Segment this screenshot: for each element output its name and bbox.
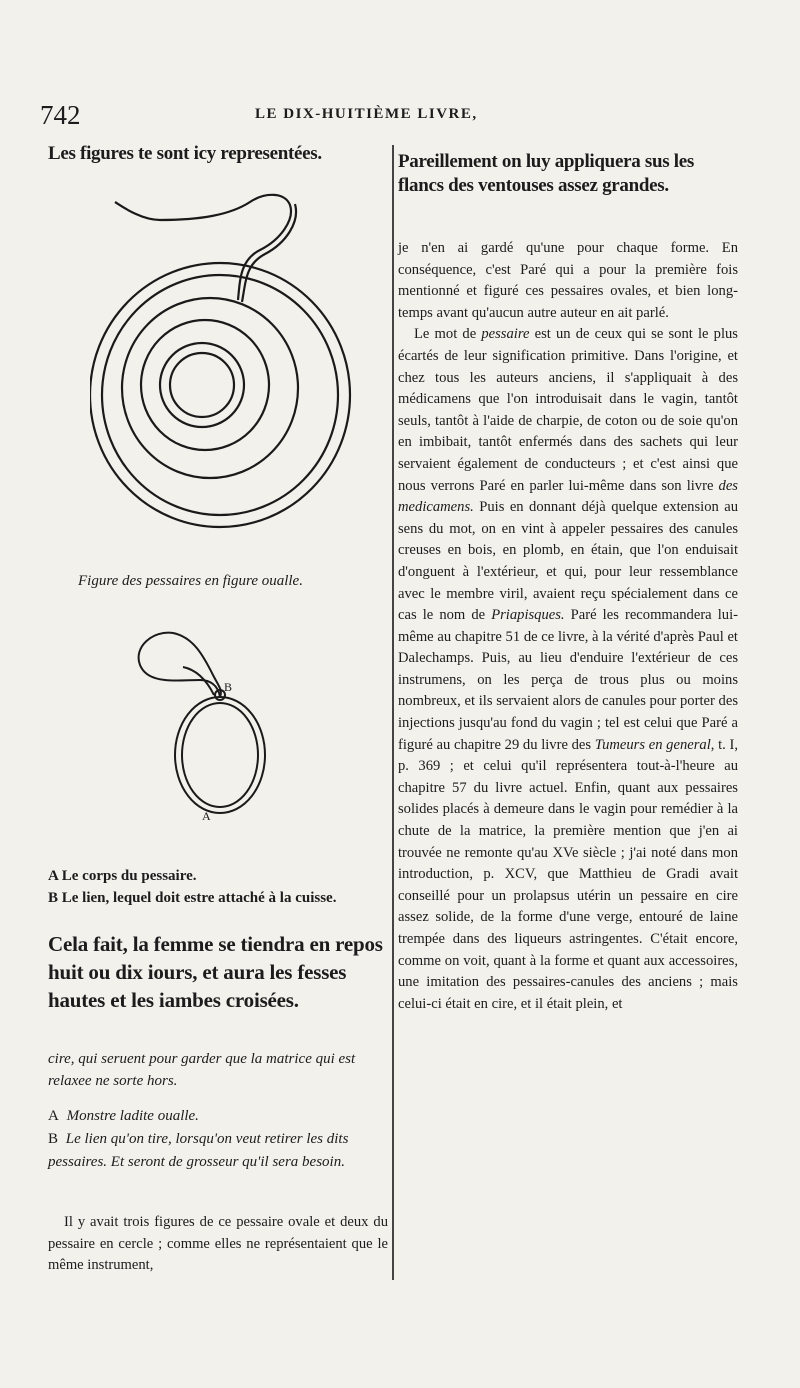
paragraph-1: je n'en ai gardé qu'une pour chaque forme. En conséquence, c'est Paré qui a pour la première fois mentionné et figuré ces pessaires ovales, et bien long-temps avant qu'aucun autre auteur en ait parlé.: [398, 240, 738, 321]
page-number: 742: [40, 100, 81, 130]
text-run-italic: des medicamens.: [398, 477, 738, 516]
footnote-paragraph: Il y avait trois figures de ce pessaire ovale et deux du pessaire en cercle ; comme elles ne représentaient que le même instrument,: [48, 1214, 388, 1274]
left-heading: Les figures te sont icy representées.: [48, 143, 322, 164]
ring-pessary-figure: [90, 180, 390, 580]
running-title: LE DIX-HUITIÈME LIVRE,: [255, 106, 478, 122]
left-footnote-paragraph: [48, 1212, 388, 1277]
text-run: , t. I, p. 369 ; et celui qu'il représentera tout-à-l'heure au chapitre 57 du livre actuel. Enfin, quant aux pessaires solides placés à demeure dans le vagin pour remédier à la chute de la matrice, la première mention que j'en ai trouvée ne remonte qu'au XVe siècle ; j'ai noté dans mon introduction, p. XCV, que Matthieu de Gradi avait conseillé pour un prolapsus utérin un pessaire en cire assez solide, de la forme d'une verge, entouré de laine trempée dans des liqueurs astringentes. C'était encore, comme on voit, quant à la forme et quant aux accessoires, une imitation des pessaires-canules des anciens ; mais celui-ci était en cire, et il était plein, et: [398, 736, 738, 1012]
legend-note-b: [48, 1128, 388, 1174]
text-run-italic: Priapisques.: [491, 607, 565, 624]
left-main-text: Cela fait, la femme se tiendra en repos huit ou dix iours, et aura les fesses hautes et les iambes croisées.: [48, 932, 383, 1012]
oval-pessary-figure: [128, 625, 308, 825]
column-divider: [392, 145, 394, 1280]
text-run-italic: Tumeurs en general: [594, 736, 711, 753]
legend-notes: [48, 1105, 388, 1174]
legend-text: Le lien, lequel doit estre attaché à la cuisse.: [61, 890, 337, 906]
legend-note-a: [48, 1105, 388, 1128]
figure1-caption: Figure des pessaires en figure oualle.: [78, 573, 303, 589]
right-body: [398, 238, 738, 1015]
figure2-legend: [48, 865, 388, 909]
running-head: [40, 100, 760, 130]
text-run: Paré les recommandera lui-même au chapitre 51 de ce livre, à la vérité d'après Paul et Dalechamps. Puis, au lieu d'enduire l'extérieur de ces instrumens, on les perça de trous plus ou moins nombreux, et ils servaient alors de canules pour porter des injections jusqu'au fond du vagin ; tel est celui que Paré a figuré au chapitre 29 du livre des: [398, 607, 738, 753]
legend-item-a: [48, 865, 388, 887]
right-heading: Pareillement on luy appliquera sus les flancs des ventouses assez grandes.: [398, 151, 694, 196]
legend-text: Monstre ladite oualle.: [66, 1108, 199, 1124]
legend-text: Le lien qu'on tire, lorsqu'on veut retirer les dits pessaires. Et seront de grosseur qu'il sera besoin.: [48, 1131, 349, 1170]
svg-text:A: A: [202, 809, 211, 823]
legend-letter: B: [48, 890, 59, 906]
legend-letter: A: [48, 1108, 59, 1124]
text-run: Le mot de: [414, 326, 482, 343]
text-run-italic: pessaire: [481, 326, 530, 343]
legend-letter: A: [48, 868, 59, 884]
paragraph-2: [398, 324, 738, 1015]
text-run: est un de ceux qui se sont le plus écartés de leur signification primitive. Dans l'origine, et chez tous les auteurs anciens, il s'appliquait à des médicamens que l'on introduisait dans le vagin, tantôt seuls, tantôt à l'aide de charpie, de coton ou de soie qu'on en imbibait, tantôt enfermés dans des sachets qui leur servaient également de conducteurs ; et c'est ainsi que nous verrons Paré en parler lui-même dans son livre: [398, 326, 738, 494]
legend-item-b: [48, 887, 388, 909]
text-run: Puis en donnant déjà quelque extension au sens du mot, on en vint à appeler pessaires des canules creuses en bois, en plomb, en étain, que l'on enduisait d'onguent à l'extérieur, et qui, pour leur ressemblance avec le membre viril, avaient reçu spécialement dans ce cas le nom de: [398, 499, 738, 624]
svg-text:B: B: [224, 680, 233, 694]
legend-letter: B: [48, 1131, 59, 1147]
legend-text: Le corps du pessaire.: [61, 868, 197, 884]
left-italic-note: cire, qui seruent pour garder que la matrice qui est relaxee ne sorte hors.: [48, 1051, 356, 1089]
